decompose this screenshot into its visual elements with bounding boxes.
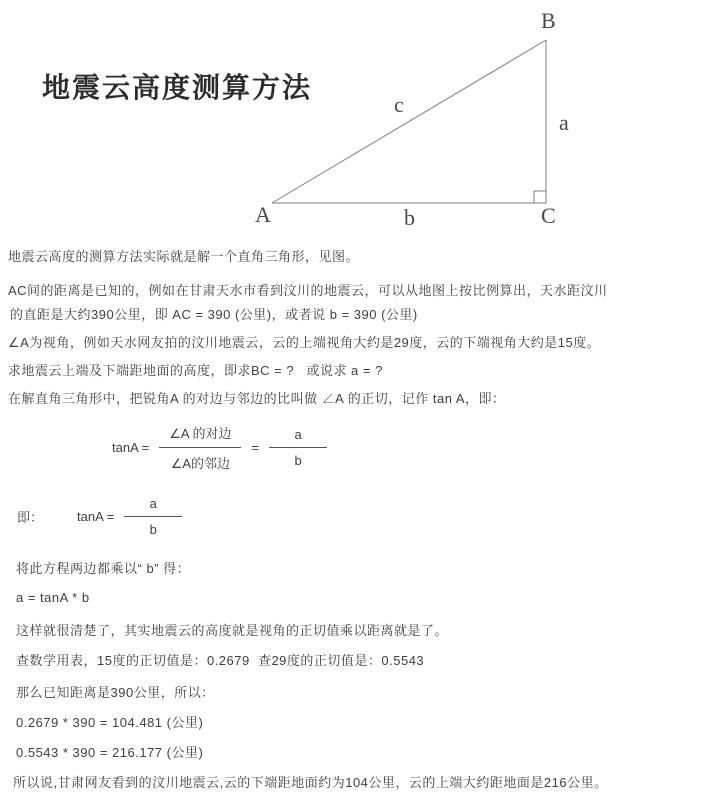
paragraph-explanation: 这样就很清楚了，其实地震云的高度就是视角的正切值乘以距离就是了。 [16, 623, 449, 638]
fraction-cn-denominator: ∠A的邻边 [170, 456, 231, 471]
formula-tangent-lhs: tanA = [112, 440, 150, 455]
right-angle-marker [534, 191, 546, 203]
formula-simple-lhs: tanA = [77, 509, 115, 524]
paragraph-multiply: 将此方程两边都乘以“ b” 得： [16, 561, 191, 576]
fraction-ab-simple [124, 496, 182, 537]
side-label-a: a [559, 110, 569, 135]
formula-tangent-equals: = [251, 440, 260, 455]
paragraph-conclusion: 所以说,甘肃网友看到的汶川地震云,云的下端距地面约为104公里，云的上端大约距地面是216公里。 [13, 775, 608, 790]
formula-simple [17, 496, 192, 537]
paragraph-known-distance: 那么已知距离是390公里，所以： [16, 685, 215, 700]
paragraph-distance-2: 的直距是大约390公里，即 AC = 390 (公里)，或者说 b = 390 (公里) [10, 307, 418, 322]
paragraph-tangent-def: 在解直角三角形中，把锐角A 的对边与邻边的比叫做 ∠A 的正切，记作 tan A，即： [8, 391, 506, 406]
fraction-ab-numerator: a [269, 427, 327, 448]
side-label-c: c [394, 92, 404, 117]
fraction-cn [159, 423, 241, 472]
paragraph-table-values: 查数学用表，15度的正切值是：0.2679 查29度的正切值是：0.5543 [16, 653, 425, 668]
paragraph-intro: 地震云高度的测算方法实际就是解一个直角三角形，见图。 [8, 249, 360, 264]
fraction-ab-simple-denominator: b [149, 522, 157, 537]
vertex-label-c: C [541, 203, 556, 228]
paragraph-equation: a = tanA * b [16, 590, 90, 605]
paragraph-angles: ∠A为视角，例如天水网友拍的汶川地震云，云的上端视角大约是29度，云的下端视角大约是15度。 [8, 335, 601, 350]
triangle-hypotenuse-line [272, 40, 546, 203]
fraction-ab-simple-numerator: a [124, 496, 182, 517]
paragraph-question: 求地震云上端及下端距地面的高度，即求BC = ? 或说求 a = ? [8, 363, 383, 378]
vertex-label-b: B [541, 8, 556, 33]
formula-tangent [112, 423, 337, 472]
right-triangle-diagram [0, 0, 720, 240]
paragraph-calc-upper: 0.5543 * 390 = 216.177 (公里) [16, 745, 204, 760]
paragraph-distance-1: AC间的距离是已知的，例如在甘肃天水市看到汶川的地震云，可以从地图上按比例算出，天水距汶川 [8, 283, 608, 298]
side-label-b: b [404, 205, 415, 230]
page-title: 地震云高度测算方法 [42, 73, 313, 104]
fraction-ab [269, 427, 327, 468]
paragraph-calc-lower: 0.2679 * 390 = 104.481 (公里) [16, 715, 204, 730]
fraction-ab-denominator: b [294, 453, 302, 468]
vertex-label-a: A [255, 202, 271, 227]
formula-simple-label: 即： [17, 510, 44, 525]
fraction-cn-numerator: ∠A 的对边 [159, 423, 241, 448]
